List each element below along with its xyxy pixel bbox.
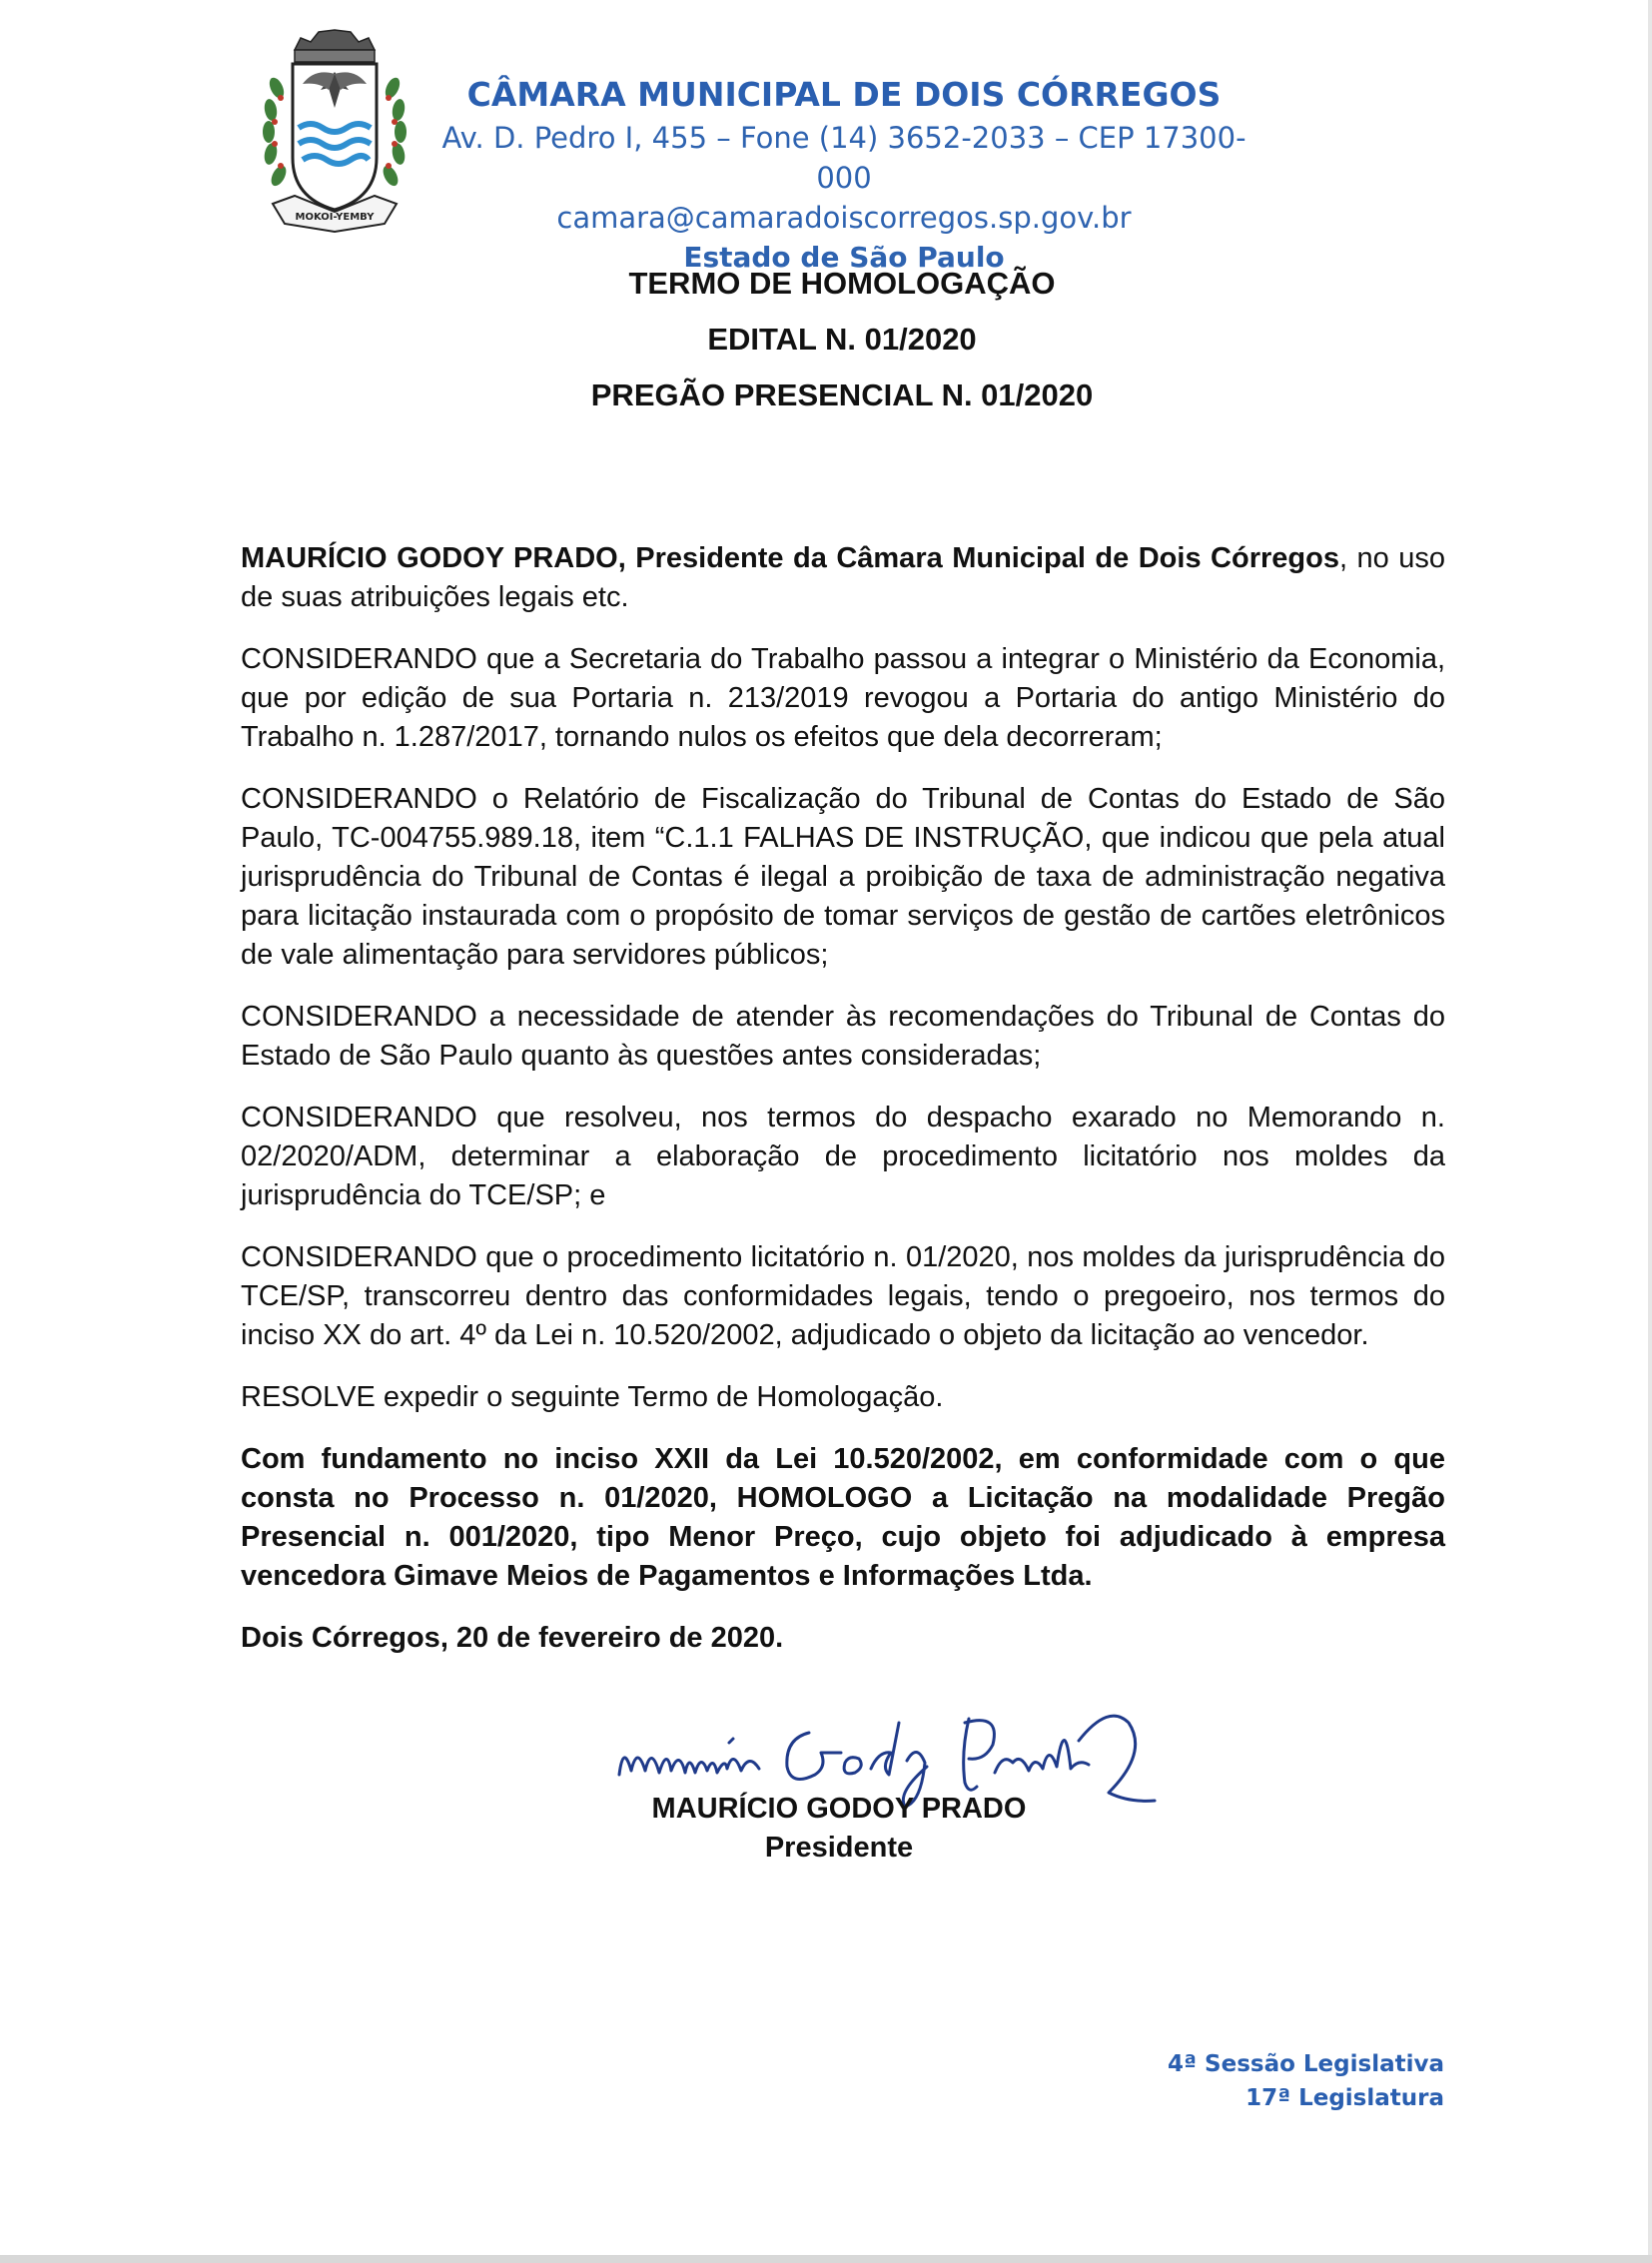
institution-email[interactable]: camara@camaradoiscorregos.sp.gov.br [556, 201, 1132, 235]
intro-rest: , no uso de suas atribuições legais etc. [241, 542, 1445, 613]
considerando-4: CONSIDERANDO que resolveu, nos termos do despacho exarado no Memorando n. 02/2020/ADM, determinar a elaboração de procedimento licitatório nos moldes da jurisprudência do TCE/SP; e [241, 1102, 1445, 1211]
intro-bold: MAURÍCIO GODOY PRADO, Presidente da Câmara Municipal de Dois Córregos [241, 542, 1339, 574]
resolve-paragraph: RESOLVE expedir o seguinte Termo de Homologação. [241, 1381, 944, 1413]
municipal-crest-icon [255, 28, 414, 238]
document-titles [240, 262, 1444, 429]
signatory-name: MAURÍCIO GODOY PRADO [651, 1793, 1027, 1825]
document-body [241, 539, 1445, 1681]
signatory-role: Presidente [764, 1832, 914, 1864]
crest-banner-text: MOKOI-YEMBY [295, 212, 375, 223]
document-date: Dois Córregos, 20 de fevereiro de 2020. [241, 1622, 784, 1654]
considerando-2: CONSIDERANDO o Relatório de Fiscalização do Tribunal de Contas do Estado de São Paulo, TC-004755.989.18, item “C.1.1 FALHAS DE INSTRUÇÃO, que indicou que pela atual jurisprudência do Tribunal de Contas é ilegal a proibição de taxa de administração negativa para licitação instaurada com o propósito de tomar serviços de gestão de cartões eletrônicos de vale alimentação para servidores públicos; [241, 783, 1445, 971]
institution-state: Estado de São Paulo [683, 241, 1005, 274]
footer-legislature: 17ª Legislatura [1245, 2085, 1444, 2111]
considerando-3: CONSIDERANDO a necessidade de atender às recomendações do Tribunal de Contas do Estado de São Paulo quanto às questões antes consideradas; [241, 1001, 1445, 1072]
scan-edge-right [1648, 0, 1652, 2263]
intro-paragraph [241, 539, 1445, 617]
document-title: TERMO DE HOMOLOGAÇÃO [628, 266, 1056, 301]
footer [1168, 2047, 1444, 2115]
considerando-5: CONSIDERANDO que o procedimento licitatório n. 01/2020, nos moldes da jurisprudência do TCE/SP, transcorreu dentro das conformidades legais, tendo o pregoeiro, nos termos do inciso XX do art. 4º da Lei n. 10.520/2002, adjudicado o objeto da licitação ao vencedor. [241, 1241, 1445, 1351]
letterhead [419, 72, 1268, 278]
footer-session: 4ª Sessão Legislativa [1168, 2051, 1444, 2077]
homologation-paragraph: Com fundamento no inciso XXII da Lei 10.520/2002, em conformidade com o que consta no Processo n. 01/2020, HOMOLOGO a Licitação na modalidade Pregão Presencial n. 001/2020, tipo Menor Preço, cujo objeto foi adjudicado à empresa vencedora Gimave Meios de Pagamentos e Informações Ltda. [241, 1443, 1445, 1592]
considerando-1: CONSIDERANDO que a Secretaria do Trabalho passou a integrar o Ministério da Economia, que por edição de sua Portaria n. 213/2019 revogou a Portaria do antigo Ministério do Trabalho n. 1.287/2017, tornando nulos os efeitos que dela decorreram; [241, 643, 1445, 753]
signature-block [599, 1790, 1079, 1868]
edital-number: EDITAL N. 01/2020 [707, 322, 977, 357]
institution-address: Av. D. Pedro I, 455 – Fone (14) 3652-2033 – CEP 17300-000 [441, 121, 1246, 195]
pregao-number: PREGÃO PRESENCIAL N. 01/2020 [590, 377, 1094, 412]
scan-edge-bottom [0, 2255, 1652, 2263]
institution-name: CÂMARA MUNICIPAL DE DOIS CÓRREGOS [466, 75, 1222, 114]
